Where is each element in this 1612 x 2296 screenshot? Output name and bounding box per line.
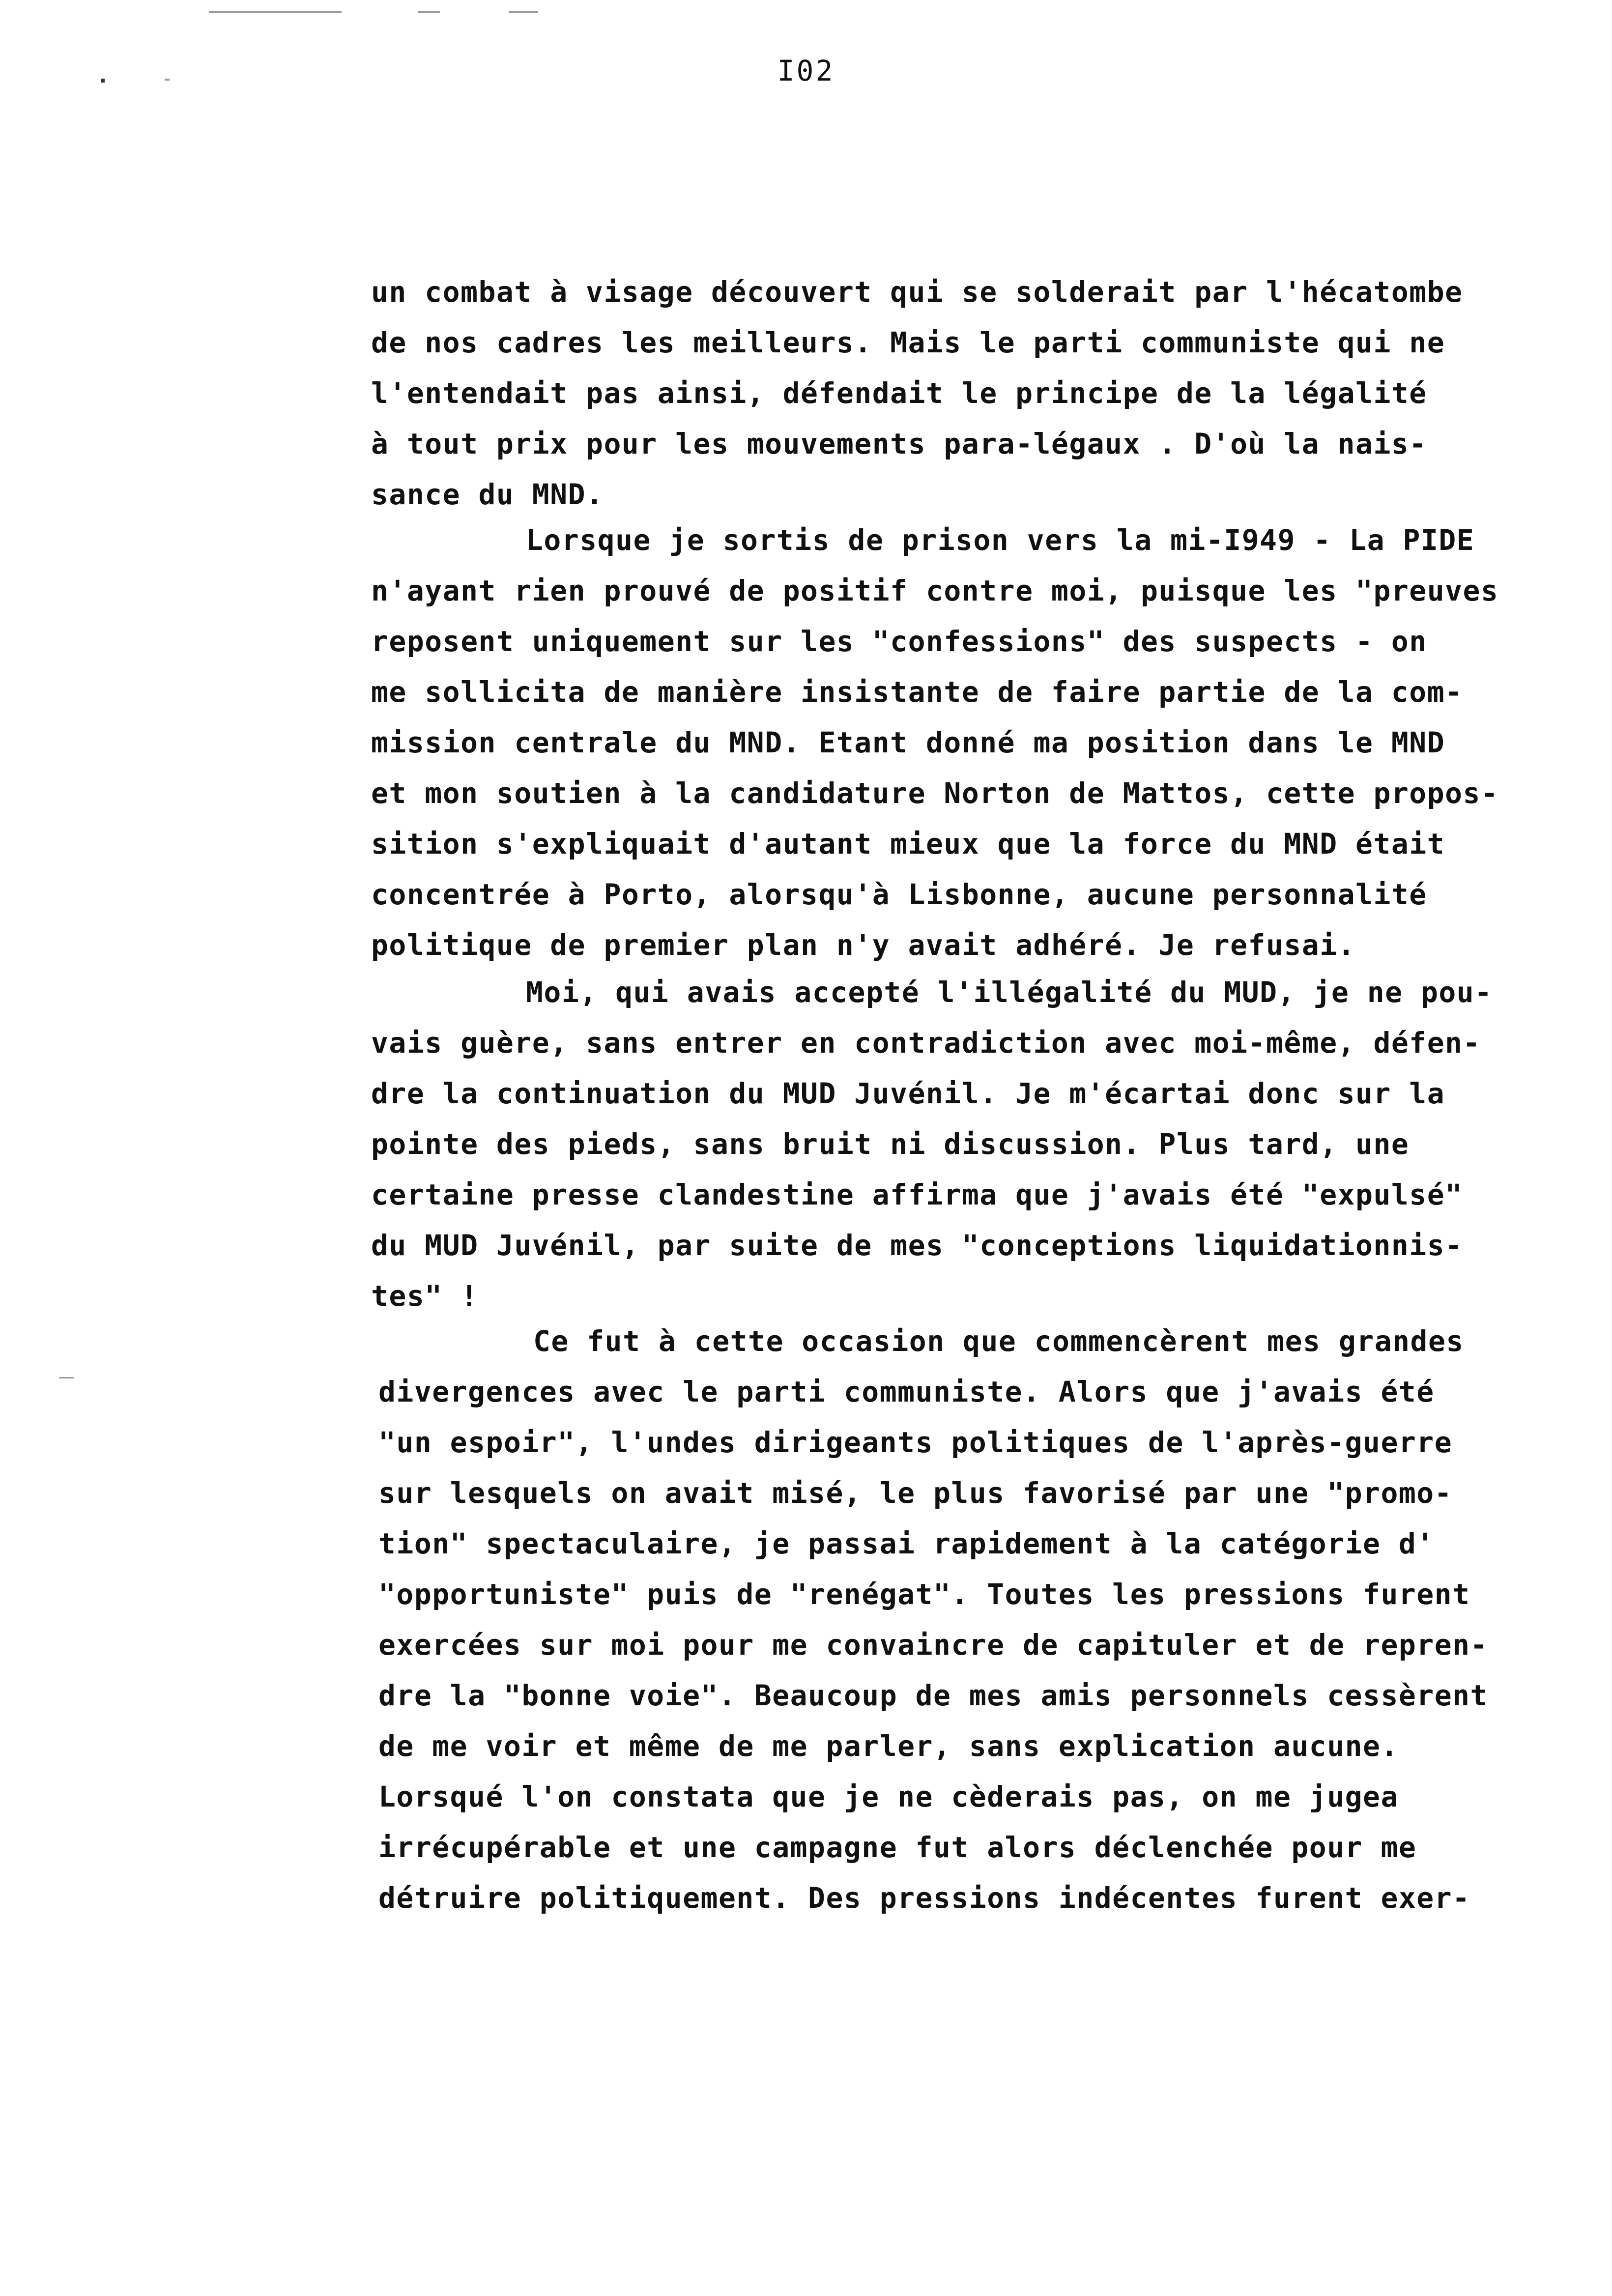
text-line: Ce fut à cette occasion que commencèrent mes grandes xyxy=(533,1324,1464,1358)
text-line: à tout prix pour les mouvements para-légaux . D'où la nais- xyxy=(371,427,1427,460)
text-line: Lorsqué l'on constata que je ne cèderais pas, on me jugea xyxy=(378,1780,1399,1813)
text-line: me sollicita de manière insistante de faire partie de la com- xyxy=(371,675,1463,709)
text-line: Lorsque je sortis de prison vers la mi-I949 - La PIDE xyxy=(526,523,1475,557)
text-line: détruire politiquement. Des pressions indécentes furent exer- xyxy=(378,1881,1470,1915)
text-line: un combat à visage découvert qui se solderait par l'hécatombe xyxy=(371,275,1463,309)
text-line: sition s'expliquait d'autant mieux que la force du MND était xyxy=(371,827,1445,861)
text-line: concentrée à Porto, alorsqu'à Lisbonne, aucune personnalité xyxy=(371,878,1427,911)
text-line: "opportuniste" puis de "renégat". Toutes les pressions furent xyxy=(378,1578,1470,1611)
text-line: sance du MND. xyxy=(371,478,604,511)
text-line: vais guère, sans entrer en contradiction avec moi-même, défen- xyxy=(371,1026,1481,1060)
text-line: politique de premier plan n'y avait adhéré. Je refusai. xyxy=(371,928,1356,962)
text-line: reposent uniquement sur les "confessions" des suspects - on xyxy=(371,625,1427,658)
text-line: Moi, qui avais accepté l'illégalité du MUD, je ne pou- xyxy=(526,976,1493,1009)
text-line: irrécupérable et une campagne fut alors déclenchée pour me xyxy=(378,1831,1417,1864)
text-line: tes" ! xyxy=(371,1279,479,1313)
text-line: dre la "bonne voie". Beaucoup de mes amis personnels cessèrent xyxy=(378,1679,1488,1712)
text-line: de nos cadres les meilleurs. Mais le parti communiste qui ne xyxy=(371,326,1445,359)
page-number: I02 xyxy=(777,54,835,87)
text-line: mission centrale du MND. Etant donné ma position dans le MND xyxy=(371,726,1445,759)
text-line: l'entendait pas ainsi, défendait le principe de la légalité xyxy=(371,376,1427,410)
text-line: "un espoir", l'undes dirigeants politiques de l'après-guerre xyxy=(378,1426,1453,1459)
text-line: tion" spectaculaire, je passai rapidement à la catégorie d' xyxy=(378,1527,1435,1560)
text-line: sur lesquels on avait misé, le plus favorisé par une "promo- xyxy=(378,1476,1453,1510)
text-line: exercées sur moi pour me convaincre de capituler et de repren- xyxy=(378,1628,1488,1662)
text-line: pointe des pieds, sans bruit ni discussion. Plus tard, une xyxy=(371,1127,1410,1161)
text-line: et mon soutien à la candidature Norton de Mattos, cette propos- xyxy=(371,776,1499,810)
text-line: certaine presse clandestine affirma que j'avais été "expulsé" xyxy=(371,1178,1463,1211)
text-line: de me voir et même de me parler, sans explication aucune. xyxy=(378,1729,1399,1763)
text-line: n'ayant rien prouvé de positif contre moi, puisque les "preuves xyxy=(371,574,1499,607)
text-line: divergences avec le parti communiste. Alors que j'avais été xyxy=(378,1375,1435,1408)
text-line: dre la continuation du MUD Juvénil. Je m'écartai donc sur la xyxy=(371,1077,1445,1110)
text-line: du MUD Juvénil, par suite de mes "conceptions liquidationnis- xyxy=(371,1229,1463,1262)
